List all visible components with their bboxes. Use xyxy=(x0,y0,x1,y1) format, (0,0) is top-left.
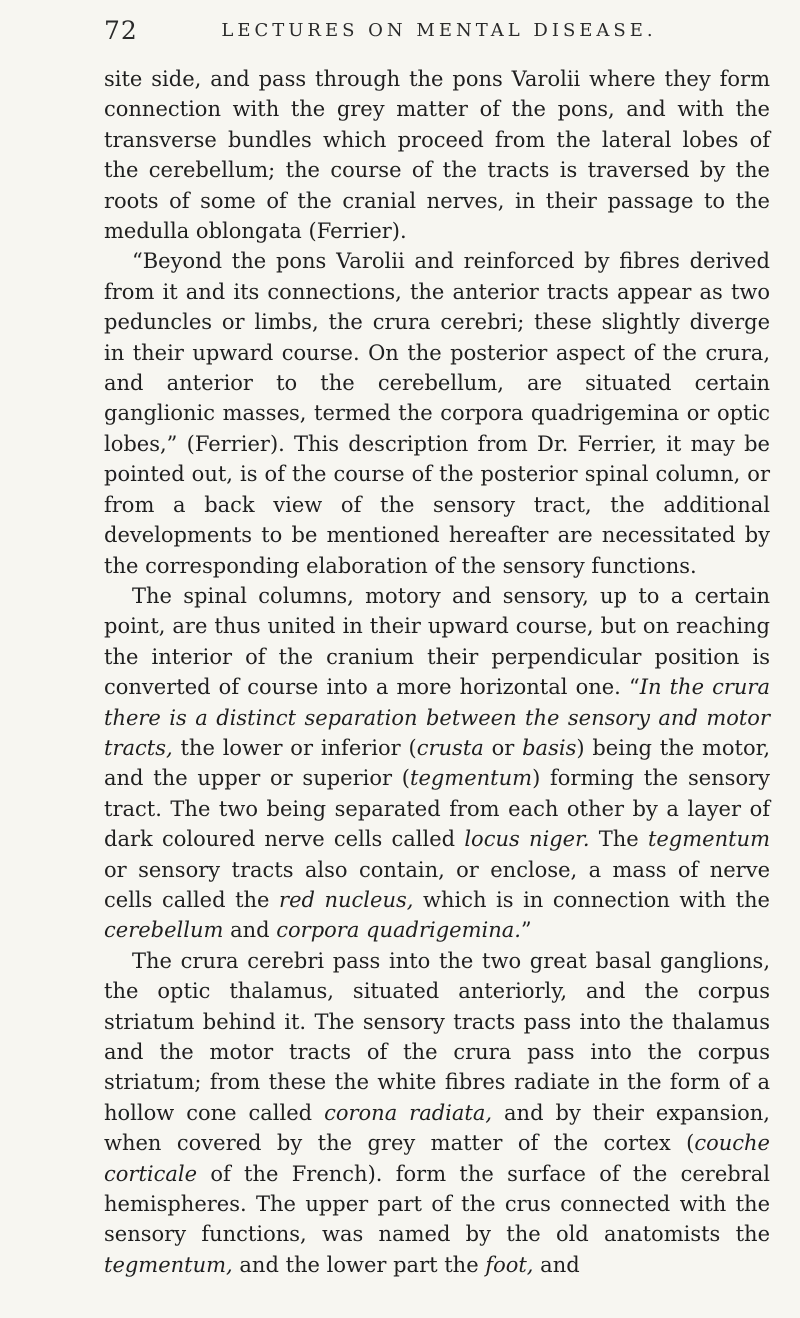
book-page xyxy=(104,0,774,1318)
paragraph-crura-cerebri: The crura cerebri pass into the two great basal ganglions, the optic thalamus, situated anteriorly, and the corpus striatum behind it. The sensory tracts pass into the thalamus and the motor tracts of the crura pass into the corpus striatum; from these the white fibres radiate in the form of a hollow cone called corona radiata, and by their expansion, when covered by the grey matter of the cortex (couche corticale of the French). form the surface of the cerebral hemispheres. The upper part of the crus connected with the sensory functions, was named by the old anatomists the tegmentum, and the lower part the foot, and xyxy=(104,948,770,1277)
page-number: 72 xyxy=(104,16,138,45)
running-title: LECTURES ON MENTAL DISEASE. xyxy=(221,20,657,41)
paragraph-continued: site side, and pass through the pons Varolii where they form connection with the grey matter of the pons, and with the transverse bundles which proceed from the lateral lobes of the cerebellum; the course of the tracts is traversed by the roots of some of the cranial nerves, in their passage to the medulla oblongata (Ferrier). xyxy=(104,67,770,244)
body-text xyxy=(104,64,770,1280)
paragraph-ferrier-quote: “Beyond the pons Varolii and reinforced by fibres derived from it and its connections, the anterior tracts appear as two peduncles or limbs, the crura cerebri; these slightly diverge in their upward course. On the posterior aspect of the crura, and anterior to the cerebellum, are situated certain ganglionic masses, termed the corpora quadrigemina or optic lobes,” (Ferrier). This description from Dr. Ferrier, it may be pointed out, is of the course of the posterior spinal column, or from a back view of the sensory tract, the additional developments to be mentioned hereafter are necessitated by the corresponding elaboration of the sensory functions. xyxy=(104,249,770,578)
running-head xyxy=(104,16,774,52)
paragraph-spinal-columns: The spinal columns, motory and sensory, up to a certain point, are thus united in their upward course, but on reaching the interior of the cranium their perpendicular position is converted of course into a more horizontal one. “In the crura there is a distinct separation between the sensory and motor tracts, the lower or inferior (crusta or basis) being the motor, and the upper or superior (tegmentum) forming the sensory tract. The two being separated from each other by a layer of dark coloured nerve cells called locus niger. The tegmentum or sensory tracts also contain, or enclose, a mass of nerve cells called the red nucleus, which is in connection with the cerebellum and corpora quadrigemina.” xyxy=(104,583,770,943)
